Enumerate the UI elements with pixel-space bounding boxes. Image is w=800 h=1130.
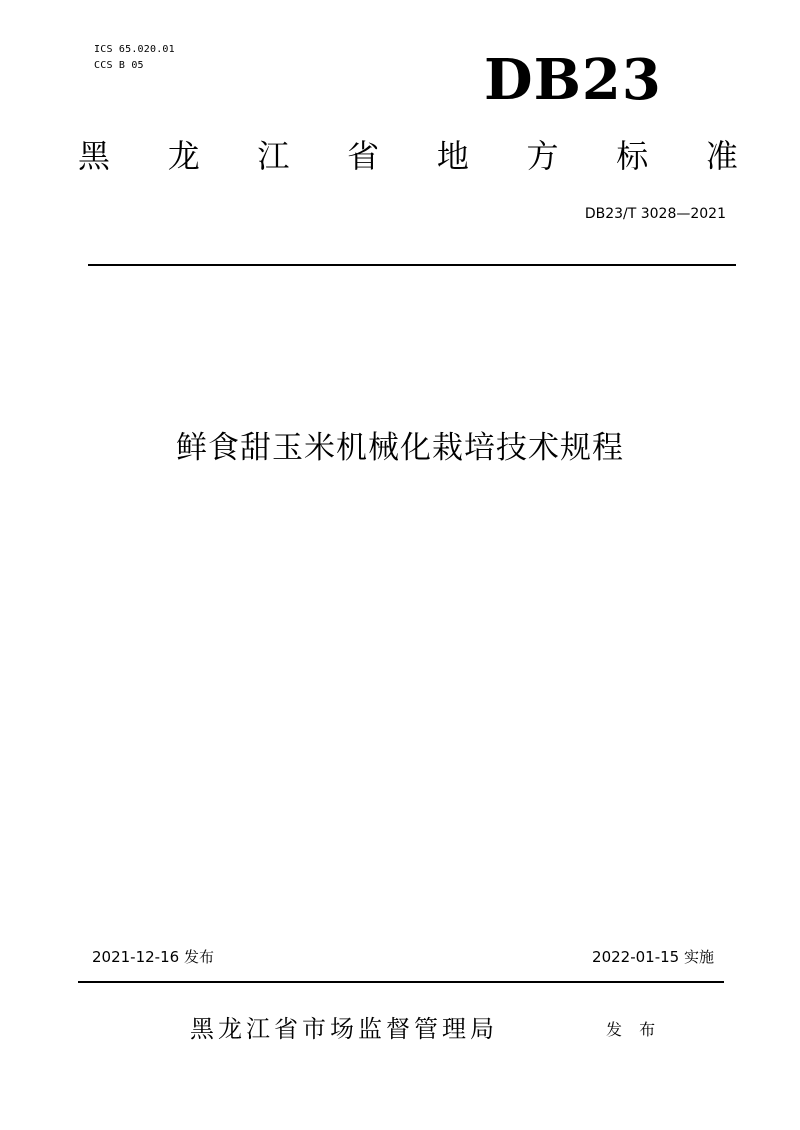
implementation-date: 2022-01-15 实施 <box>592 948 714 966</box>
standard-type-char: 方 <box>526 137 559 175</box>
document-title: 鲜食甜玉米机械化栽培技术规程 <box>176 430 624 466</box>
standard-type-char: 龙 <box>167 137 200 175</box>
issue-date: 2021-12-16 发布 <box>92 948 214 966</box>
standard-type-char: 标 <box>616 137 649 175</box>
publish-label: 发 布 <box>606 1020 662 1039</box>
standard-logo: DB23 <box>484 47 662 113</box>
ics-code: ICS 65.020.01 <box>94 44 175 55</box>
standard-type-char: 江 <box>257 137 290 175</box>
header-divider <box>88 264 736 266</box>
publisher-name: 黑龙江省市场监督管理局 <box>190 1015 498 1043</box>
standard-type-char: 黑 <box>78 137 111 175</box>
ccs-code: CCS B 05 <box>94 60 144 71</box>
standard-number: DB23/T 3028—2021 <box>584 206 726 222</box>
standard-type-heading <box>78 136 738 176</box>
classification-codes <box>94 42 175 74</box>
footer-divider <box>78 981 724 983</box>
standard-type-char: 准 <box>705 137 738 175</box>
standard-type-char: 地 <box>436 137 469 175</box>
standard-type-char: 省 <box>347 137 380 175</box>
